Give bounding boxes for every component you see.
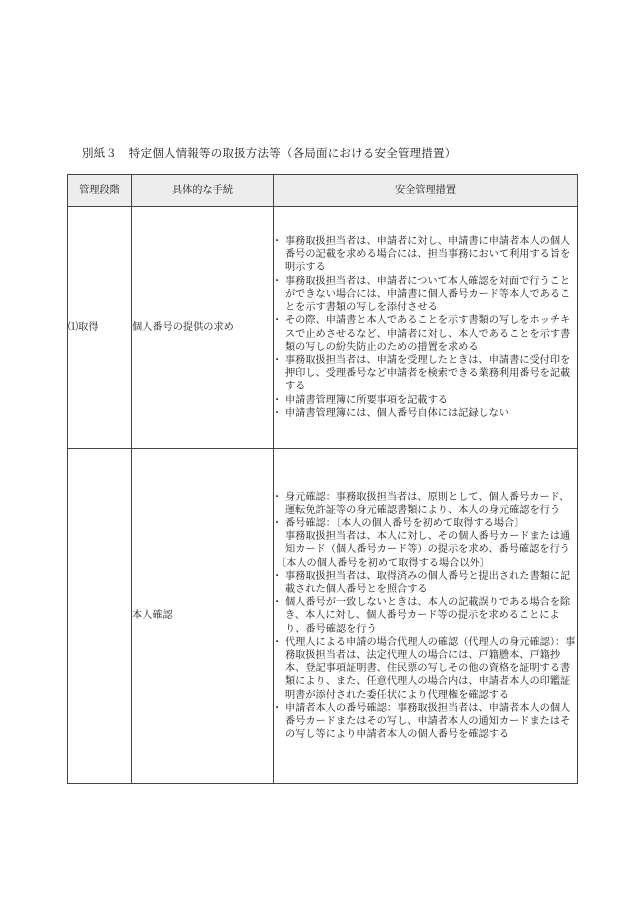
- document-title: 別紙３ 特定個人情報等の取扱方法等（各局面における安全管理措置）: [82, 146, 457, 160]
- measures-cell: [274, 449, 578, 784]
- stage-cell: [68, 449, 132, 784]
- measure-item: [274, 275, 577, 315]
- security-measures-table: [67, 174, 578, 784]
- measure-item: [274, 636, 577, 702]
- table-header-row: [68, 175, 578, 207]
- header-measures: 安全管理措置: [274, 175, 578, 207]
- measure-list: [274, 235, 577, 420]
- measure-text: 〔本人の個人番号を初めて取得する場合以外〕: [276, 557, 490, 569]
- measure-text: 事務取扱担当者は、申請者に対し、申請書に申請者本人の個人番号の記載を求める場合には、担当事務において利用する旨を明示する: [285, 236, 571, 274]
- measure-item: [274, 570, 577, 596]
- measure-item: [274, 557, 577, 570]
- measure-item: [274, 407, 577, 420]
- measure-text: 身元確認：事務取扱担当者は、原則として、個人番号カード、運転免許証等の身元確認書類により、本人の身元確認を行う: [285, 491, 570, 516]
- measure-text: 事務取扱担当者は、申請を受理したときは、申請書に受付印を押印し、受理番号など申請者を検索できる業務利用番号を記載する: [285, 354, 571, 393]
- measure-text: 申請書管理簿に所要事項を記載する: [285, 394, 448, 406]
- measure-item: [274, 702, 577, 742]
- measure-continuation-text: 事務取扱担当者は、本人に対し、その個人番号カードまたは通知カード（個人番号カード等）の提示を求め、番号確認を行う: [285, 531, 571, 556]
- measure-item: [274, 517, 577, 557]
- measures-cell: [274, 207, 578, 449]
- table-row: [68, 449, 578, 784]
- measure-text: 申請者本人の番号確認：事務取扱担当者は、申請者本人の個人番号カードまたはその写し、申請者本人の通知カードまたはその写し等により申請者本人の個人番号を確認する: [285, 702, 571, 741]
- measure-item: [274, 596, 577, 636]
- measure-item: [274, 314, 577, 354]
- measure-list: [274, 491, 577, 742]
- measure-item: [274, 354, 577, 394]
- table-row: [68, 207, 578, 449]
- header-stage: 管理段階: [68, 175, 132, 207]
- measure-item: [274, 235, 577, 275]
- stage-cell: ⑴取得: [68, 207, 132, 449]
- measure-item: [274, 491, 577, 517]
- measure-text: 申請書管理簿には、個人番号自体には記録しない: [285, 407, 510, 419]
- measure-text: その際、申請書と本人であることを示す書類の写しをホッチキスで止めさせるなど、申請者に対し、本人であることを示す書類の写しの紛失防止のための措置を求める: [285, 315, 571, 353]
- header-procedure: 具体的な手続: [132, 175, 274, 207]
- measure-text: 個人番号が一致しないときは、本人の記載誤りである場合を除き、本人に対し、個人番号カード等の提示を求めることにより、番号確認を行う: [285, 597, 571, 635]
- procedure-cell: 本人確認: [132, 449, 274, 784]
- procedure-cell: 個人番号の提供の求め: [132, 207, 274, 449]
- measure-text: 事務取扱担当者は、申請者について本人確認を対面で行うことができない場合には、申請書に個人番号カード等本人であることを示す書類の写しを添付させる: [285, 275, 571, 314]
- measure-text: 番号確認：〔本人の個人番号を初めて取得する場合〕: [285, 517, 525, 529]
- measure-text: 代理人による申請の場合代理人の確認（代理人の身元確認）：事務取扱担当者は、法定代理人の場合には、戸籍謄本、戸籍抄本、登記事項証明書、住民票の写しその他の資格を証明する書類により、また、任意代理人の場合内は、申請者本人の印鑑証明書が添付された委任状により代理権を確認する: [285, 636, 576, 701]
- measure-text: 事務取扱担当者は、取得済みの個人番号と提出された書類に記載された個人番号とを照合する: [285, 570, 571, 595]
- measure-item: [274, 394, 577, 407]
